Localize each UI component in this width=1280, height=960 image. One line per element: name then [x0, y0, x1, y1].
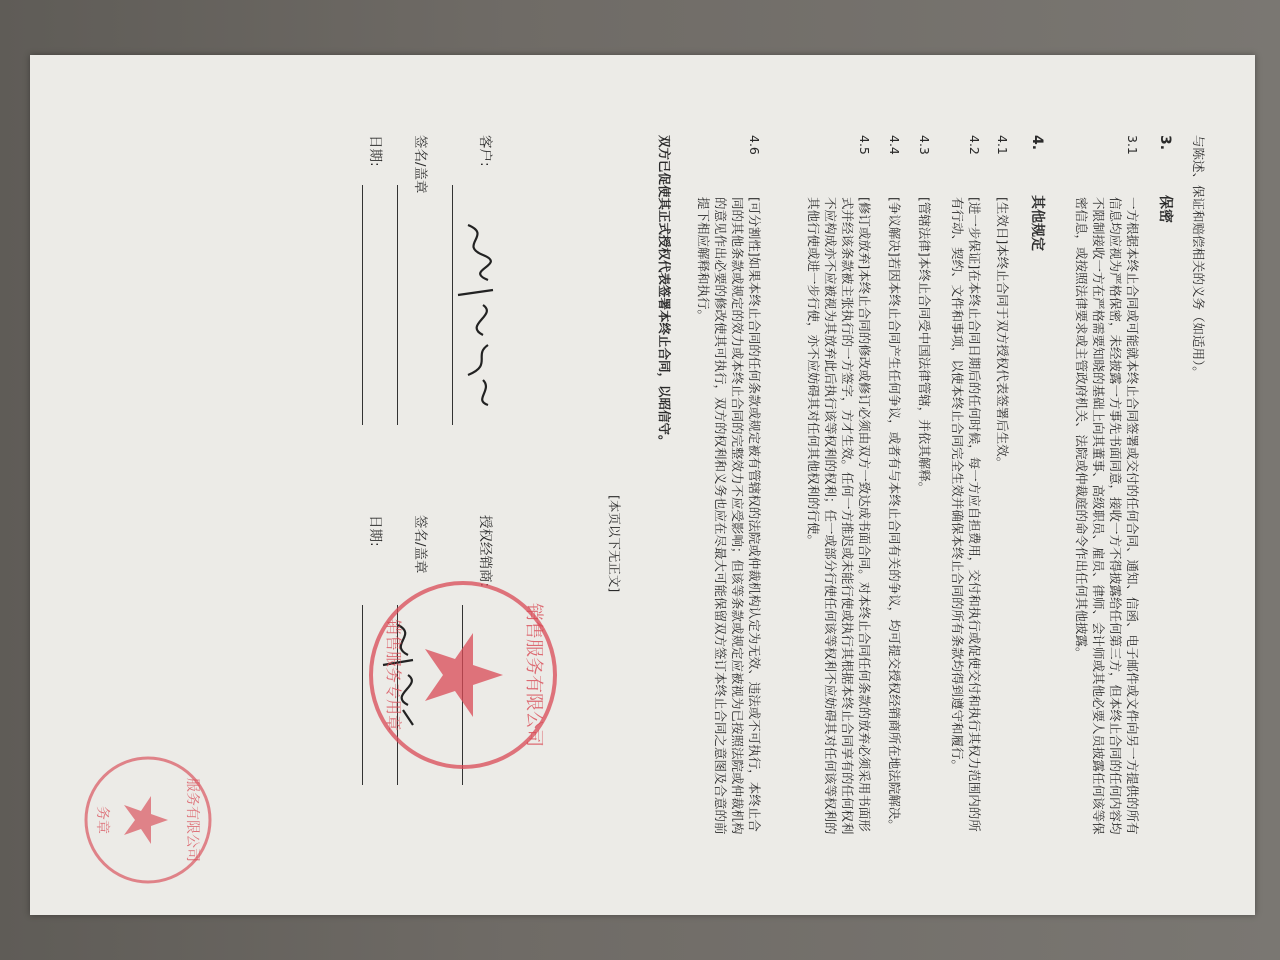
section-3-heading: [1156, 135, 1173, 223]
section-4-heading: [1028, 135, 1045, 251]
clause-number: 4.3: [916, 135, 932, 155]
dealer-seal-dept-text: 销售服务专用章: [383, 618, 403, 732]
clause-text: [管辖法律]本终止合同受中国法律管辖，并依其解释。: [916, 197, 932, 495]
customer-handwritten-signature: [443, 215, 513, 415]
closing-statement: 双方已促使其正式授权代表签署本终止合同，以昭信守。: [656, 135, 672, 448]
clause-number: 4.6: [746, 135, 762, 155]
clause-4-5: [805, 135, 873, 835]
clause-text: [生效日]本终止合同于双方授权代表签署后生效。: [994, 197, 1010, 470]
customer-date-line: [362, 185, 363, 425]
clause-number: 4.2: [966, 135, 982, 155]
customer-label: 客户:: [476, 135, 493, 167]
clause-4-1: [994, 135, 1011, 835]
dealer-company-seal: [353, 565, 573, 785]
dealer-sign-label: 签名/盖章: [411, 515, 428, 574]
clause-4-2: [949, 135, 983, 835]
section-title: 保密: [1156, 195, 1173, 223]
intro-line: 与陈述、保证和赔偿相关的义务（如适用）。: [1190, 135, 1206, 379]
customer-date-label: 日期:: [366, 135, 383, 167]
customer-sign-label: 签名/盖章: [411, 135, 428, 194]
clause-3-1: [1073, 135, 1141, 835]
clause-4-6: [695, 135, 763, 835]
clause-text: [可分割性]如果本终止合同的任何条款或规定被有管辖权的法院或仲裁机构认定为无效、违法或不可执行，本终止合同的其他条款或规定的效力或本终止合同的完整效力不应受影响；但该等条款或规定应被视为已按照法院或仲裁机构的意见作出必要的修改使其可执行，双方的权利和义务也应在尽最大可能保留双方签订本终止合同之意图及合意的前提下相应解释和执行。: [695, 197, 762, 835]
clause-number: 4.4: [886, 135, 902, 155]
dealer-date-label: 日期:: [366, 515, 383, 547]
other-seal-company-text: 服务有限公司: [183, 778, 200, 862]
section-number: 4.: [1028, 135, 1045, 151]
section-number: 3.: [1156, 135, 1173, 151]
clause-4-4: [886, 135, 903, 835]
page-note: [本页以下无正文]: [606, 495, 622, 593]
clause-number: 3.1: [1124, 135, 1140, 155]
clause-text: [修订或放弃]本终止合同的修改或修订必须由双方一致达成书面合同。对本终止合同任何条款的放弃必须采用书面形式并经该条款被主张执行的一方签字，方才生效。任何一方推迟或未能行使或执行其根据本终止合同享有的任何权利不应构成亦不应被视为其放弃此后执行该等权利的权利；任一或部分行使任何该等权利不应妨碍其对任何该等权利的其他行使或进一步行使，亦不应妨碍其对任何其他权利的行使。: [805, 197, 872, 835]
document-page: [53, 65, 1233, 905]
clause-4-3: [916, 135, 933, 835]
section-title: 其他规定: [1028, 195, 1045, 251]
document-paper: [30, 55, 1255, 915]
other-seal-dept-text: 务章: [93, 806, 110, 834]
clause-number: 4.1: [994, 135, 1010, 155]
dealer-seal-company-text: 销售服务有限公司: [522, 603, 544, 747]
dealer-label: 授权经销商:: [476, 515, 493, 588]
clause-text: [争议解决]若因本终止合同产生任何争议，或者有与本终止合同有关的争议，均可提交授权经销商所在地法院解决。: [886, 197, 902, 832]
clause-text: 一方根据本终止合同或可能就本终止合同签署或交付的任何合同、通知、信函、电子邮件或文件向另一方提供的所有信息均应视为严格保密，未经披露一方事先书面同意，接收一方不得披露给任何第三方，但本终止合同的任何内容均不限制接收一方在严格需要知晓的基础上向其董事、高级职员、雇员、律师、会计师或其他必要人员披露任何该等保密信息，或按照法律要求或主管政府机关、法院或仲裁庭的命令作出任何其他披露。: [1073, 197, 1140, 835]
clause-number: 4.5: [856, 135, 872, 155]
customer-sign-line: [397, 185, 398, 425]
clause-text: [进一步保证]在本终止合同日期后的任何时候，每一方应自担费用，交付和执行或促使交付和执行其权力范围内的所有行动、契约、文件和事项，以使本终止合同完全生效并确保本终止合同的所有条款均得到遵守和履行。: [949, 197, 982, 832]
other-company-seal: [73, 745, 223, 895]
